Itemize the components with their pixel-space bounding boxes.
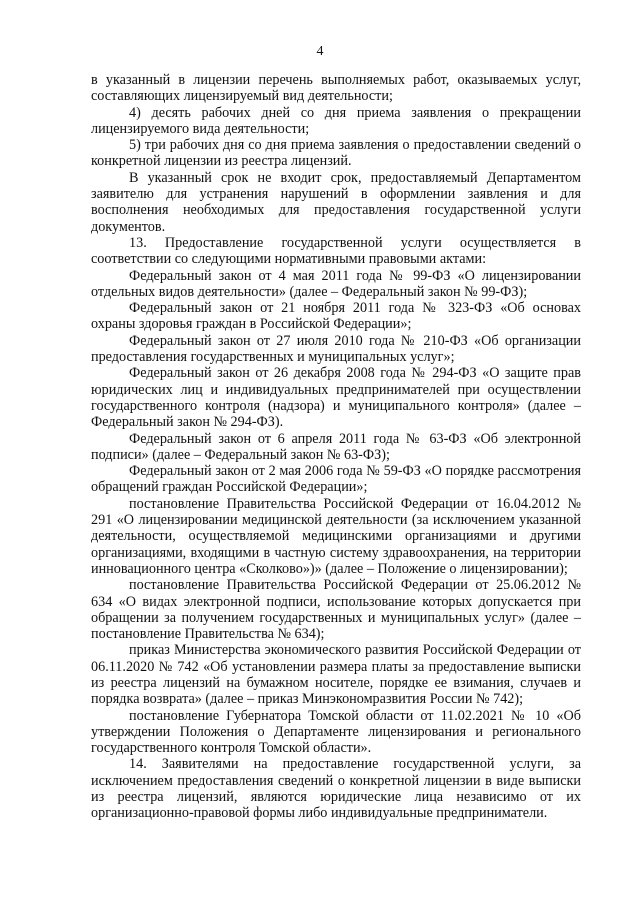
paragraph: 14. Заявителями на предоставление государственной услуги, за исключением предоставления сведений о конкретной лицензии в виде выписки из реестра лицензий, являются юридические лица независимо от их организационно-правовой формы либо индивидуальные предприниматели.	[91, 756, 581, 822]
paragraph: Федеральный закон от 21 ноября 2011 года № 323-ФЗ «Об основах охраны здоровья граждан в Российской Федерации»;	[91, 300, 581, 333]
paragraph: 5) три рабочих дня со дня приема заявления о предоставлении сведений о конкретной лицензии из реестра лицензий.	[91, 137, 581, 170]
paragraph: в указанный в лицензии перечень выполняемых работ, оказываемых услуг, составляющих лицензируемый вид деятельности;	[91, 72, 581, 105]
paragraph: Федеральный закон от 27 июля 2010 года № 210-ФЗ «Об организации предоставления государственных и муниципальных услуг»;	[91, 332, 581, 366]
paragraph: приказ Министерства экономического развития Российской Федерации от 06.11.2020 № 742 «Об установлении размера платы за предоставление выписки из реестра лицензий на бумажном носителе, порядке ее взимания, случаев и порядка возврата» (далее – приказ Минэкономразвития России № 742);	[91, 642, 581, 708]
paragraph: постановление Правительства Российской Федерации от 16.04.2012 № 291 «О лицензировании медицинской деятельности (за исключением указанной деятельности, осуществляемой медицинскими организациями и другими организациями, входящими в частную систему здравоохранения, на территории инновационного центра «Сколково»)» (далее – Положение о лицензировании);	[91, 495, 581, 577]
page-number: 4	[316, 44, 324, 59]
document-body	[91, 72, 581, 822]
paragraph: постановление Правительства Российской Федерации от 25.06.2012 № 634 «О видах электронной подписи, использование которых допускается при обращении за получением государственных и муниципальных услуг» (далее – постановление Правительства № 634);	[91, 577, 581, 643]
paragraph: 13. Предоставление государственной услуги осуществляется в соответствии со следующими нормативными правовыми актами:	[91, 234, 581, 268]
paragraph: Федеральный закон от 2 мая 2006 года № 59-ФЗ «О порядке рассмотрения обращений граждан Российской Федерации»;	[91, 463, 581, 496]
paragraph: Федеральный закон от 26 декабря 2008 года № 294-ФЗ «О защите прав юридических лиц и индивидуальных предпринимателей при осуществлении государственного контроля (надзора) и муниципального контроля» (далее – Федеральный закон № 294-ФЗ).	[91, 365, 581, 431]
paragraph: постановление Губернатора Томской области от 11.02.2021 № 10 «Об утверждении Положения о Департаменте лицензирования и регионального государственного контроля Томской области».	[91, 707, 581, 757]
paragraph: 4) десять рабочих дней со дня приема заявления о прекращении лицензируемого вида деятельности;	[91, 104, 581, 137]
paragraph: Федеральный закон от 4 мая 2011 года № 99-ФЗ «О лицензировании отдельных видов деятельности» (далее – Федеральный закон № 99-ФЗ);	[91, 267, 581, 300]
paragraph: В указанный срок не входит срок, предоставляемый Департаментом заявителю для устранения нарушений в оформлении заявления и для восполнения необходимых для предоставления государственной услуги документов.	[91, 169, 581, 235]
paragraph: Федеральный закон от 6 апреля 2011 года № 63-ФЗ «Об электронной подписи» (далее – Федеральный закон № 63-ФЗ);	[91, 430, 581, 463]
